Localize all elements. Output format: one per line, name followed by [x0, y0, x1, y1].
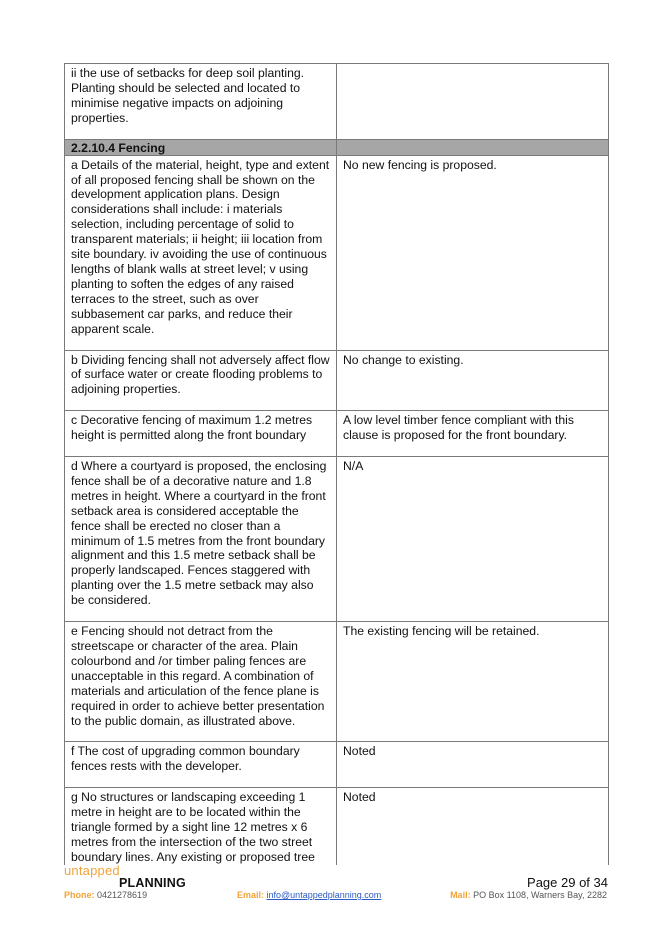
requirement-cell: g No structures or landscaping exceeding 1 metre in height are to be located within the triangle formed by a sight line 12 metres x 6 metres from the intersection of the two street boundary lines. Any existing or proposed tree [65, 788, 337, 865]
table-row [65, 155, 609, 350]
response-cell: No change to existing. [337, 350, 609, 411]
table-row [65, 411, 609, 457]
table-row [65, 350, 609, 411]
requirement-cell: e Fencing should not detract from the streetscape or character of the area. Plain colourbond and /or timber paling fences are unacceptable in this regard. A combination of materials and articulation of the fence plane is required in order to achieve better presentation to the public domain, as illustrated above. [65, 622, 337, 742]
response-cell: N/A [337, 457, 609, 622]
contact-phone [64, 890, 147, 900]
mail-label: Mail: [450, 890, 471, 900]
section-heading: 2.2.10.4 Fencing [65, 139, 337, 155]
logo-top-text: untapped [64, 863, 120, 878]
table-row [65, 788, 609, 865]
phone-value: 0421278619 [97, 890, 148, 900]
section-heading-blank [337, 139, 609, 155]
requirement-cell: f The cost of upgrading common boundary fences rests with the developer. [65, 742, 337, 788]
section-heading-row [65, 139, 609, 155]
response-cell: The existing fencing will be retained. [337, 622, 609, 742]
response-cell: A low level timber fence compliant with this clause is proposed for the front boundary. [337, 411, 609, 457]
requirement-cell: b Dividing fencing shall not adversely affect flow of surface water or create flooding problems to adjoining properties. [65, 350, 337, 411]
response-cell: Noted [337, 742, 609, 788]
table-row [65, 457, 609, 622]
logo-bottom-text: PLANNING [119, 876, 186, 890]
response-cell: No new fencing is proposed. [337, 155, 609, 350]
page-footer [0, 860, 670, 947]
email-label: Email: [237, 890, 265, 900]
table-row [65, 742, 609, 788]
compliance-table [64, 63, 609, 865]
page-number: Page 29 of 34 [527, 875, 608, 890]
contact-email [237, 890, 381, 900]
untapped-planning-logo [64, 864, 186, 889]
response-cell [337, 64, 609, 140]
requirement-cell: d Where a courtyard is proposed, the enclosing fence shall be of a decorative nature and 1.8 metres in height. Where a courtyard in the front setback area is considered acceptable the fence shall be erected no closer than a minimum of 1.5 metres from the front boundary alignment and this 1.5 metre setback shall be properly landscaped. Fences staggered with planting over the 1.5 metre setback may also be considered. [65, 457, 337, 622]
requirement-cell: ii the use of setbacks for deep soil planting. Planting should be selected and located to minimise negative impacts on adjoining properties. [65, 64, 337, 140]
requirement-cell: c Decorative fencing of maximum 1.2 metres height is permitted along the front boundary [65, 411, 337, 457]
email-link[interactable]: info@untappedplanning.com [266, 890, 382, 900]
contact-mail [450, 890, 607, 900]
table-row [65, 622, 609, 742]
table-row [65, 64, 609, 140]
phone-label: Phone: [64, 890, 95, 900]
mail-value: PO Box 1108, Warners Bay, 2282 [473, 890, 607, 900]
requirement-cell: a Details of the material, height, type and extent of all proposed fencing shall be shown on the development application plans. Design considerations shall include: i materials selection, including percentage of solid to transparent materials; ii height; iii location from site boundary. iv avoiding the use of continuous lengths of blank walls at street level; v using planting to soften the edges of any raised terraces to the street, such as over subbasement car parks, and reduce their apparent scale. [65, 155, 337, 350]
response-cell: Noted [337, 788, 609, 865]
